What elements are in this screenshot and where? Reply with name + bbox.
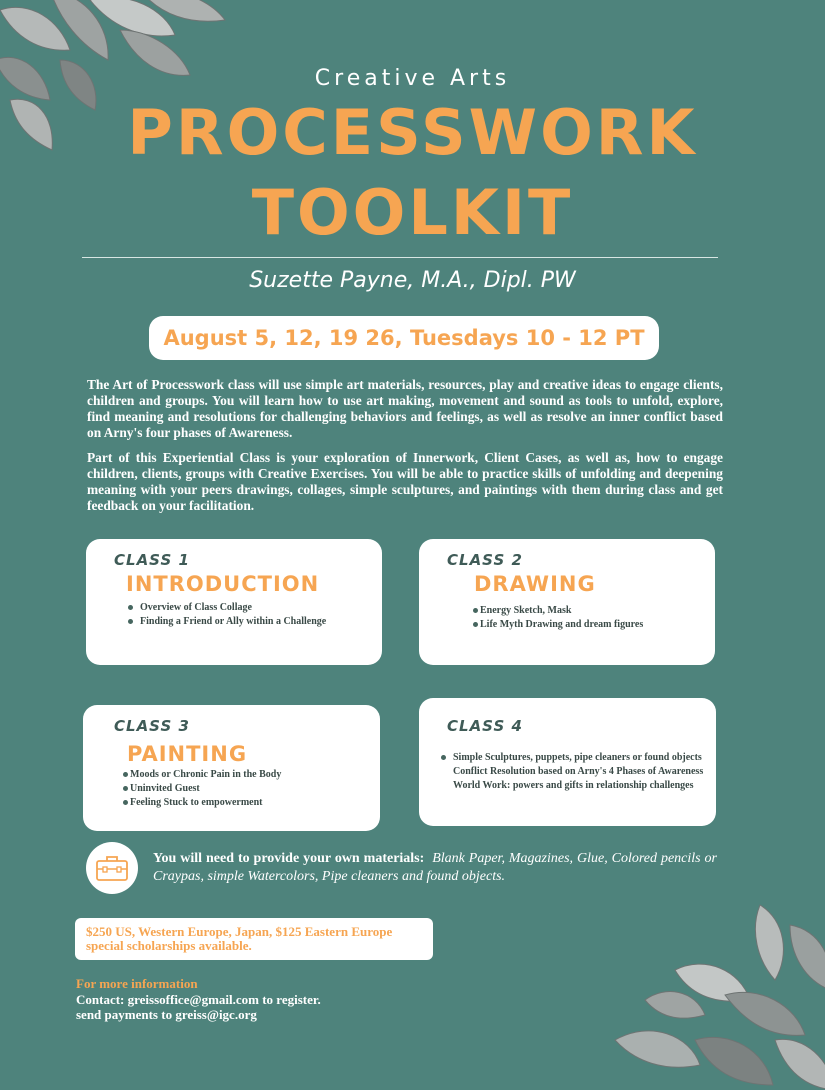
divider: [82, 257, 718, 258]
class-label: CLASS 3: [114, 717, 190, 735]
class-heading: INTRODUCTION: [126, 572, 320, 596]
author: Suzette Payne, M.A., Dipl. PW: [249, 268, 576, 293]
pricing-box: [75, 918, 433, 960]
list-item: Conflict Resolution based on Arny's 4 Phases of Awareness: [453, 766, 704, 777]
bullet-icon: [441, 755, 446, 760]
bullet-icon: [123, 772, 128, 777]
pricing-text: $250 US, Western Europe, Japan, $125 Eastern Europe special scholarships available.: [86, 924, 393, 953]
materials-note: [153, 850, 717, 886]
list-item: Moods or Chronic Pain in the Body: [123, 768, 281, 782]
materials-badge: [86, 842, 138, 894]
list-item: Overview of Class Collage: [128, 601, 326, 615]
list-item: Life Myth Drawing and dream figures: [473, 618, 643, 632]
class-card-4: [419, 698, 716, 826]
class-item-list: [473, 604, 643, 632]
class-label: CLASS 4: [447, 717, 523, 735]
bullet-icon: [123, 786, 128, 791]
bullet-icon: [123, 800, 128, 805]
toolbox-icon: [95, 854, 129, 882]
subtitle: Creative Arts: [314, 66, 511, 91]
class-card-1: [86, 539, 382, 665]
leaves-decoration-bottom-right: [585, 900, 825, 1090]
class-heading: DRAWING: [474, 572, 596, 596]
materials-lead: You will need to provide your own materials:: [153, 851, 425, 866]
class-item-list: [441, 751, 703, 793]
schedule-text: August 5, 12, 19 26, Tuesdays 10 - 12 PT: [163, 326, 645, 350]
list-item: Finding a Friend or Ally within a Challenge: [128, 615, 326, 629]
intro-paragraph-1: The Art of Processwork class will use simple art materials, resources, play and creative ideas to engage clients, children and groups. You will learn how to use art making, movement and sound as tools to unfold, explore, find meaning and resolutions for challenging behaviors and feelings, as well as resolve an inner conflict based on Arny's four phases of Awareness.: [87, 377, 723, 440]
materials-list: Blank Paper, Magazines, Glue, Colored pencils or Craypas, simple Watercolors, Pipe cleaners and found objects.: [153, 851, 717, 884]
bullet-icon: [128, 605, 133, 610]
title-line-1: PROCESSWORK: [127, 96, 698, 169]
contact-line: Contact: greissoffice@gmail.com to register.: [76, 992, 321, 1007]
class-heading: PAINTING: [127, 742, 248, 766]
list-item: Energy Sketch, Mask: [473, 604, 643, 618]
bullet-icon: [128, 619, 133, 624]
class-label: CLASS 1: [114, 551, 190, 569]
intro-paragraph-2: Part of this Experiential Class is your exploration of Innerwork, Client Cases, as well as, how to engage children, clients, groups with Creative Exercises. You will be able to practice skills of unfolding and deepening meaning with your peers drawings, collages, simple sculptures, and paintings with them during class and get feedback on your facilitation.: [87, 450, 723, 513]
bullet-icon: [473, 608, 478, 613]
title-line-2: TOOLKIT: [251, 176, 574, 249]
class-label: CLASS 2: [447, 551, 523, 569]
bullet-icon: [473, 622, 478, 627]
class-card-2: [419, 539, 715, 665]
list-item: Feeling Stuck to empowerment: [123, 796, 281, 810]
more-info-label: For more information: [76, 976, 198, 991]
class-card-3: [83, 705, 380, 831]
class-item-list: [123, 768, 281, 810]
list-item: World Work: powers and gifts in relationship challenges: [453, 780, 694, 791]
class-item-list: [128, 601, 326, 629]
list-item: Uninvited Guest: [123, 782, 281, 796]
schedule-banner: [149, 316, 659, 360]
list-item: Simple Sculptures, puppets, pipe cleaners or found objects: [441, 751, 703, 765]
payment-line: send payments to greiss@igc.org: [76, 1007, 257, 1022]
